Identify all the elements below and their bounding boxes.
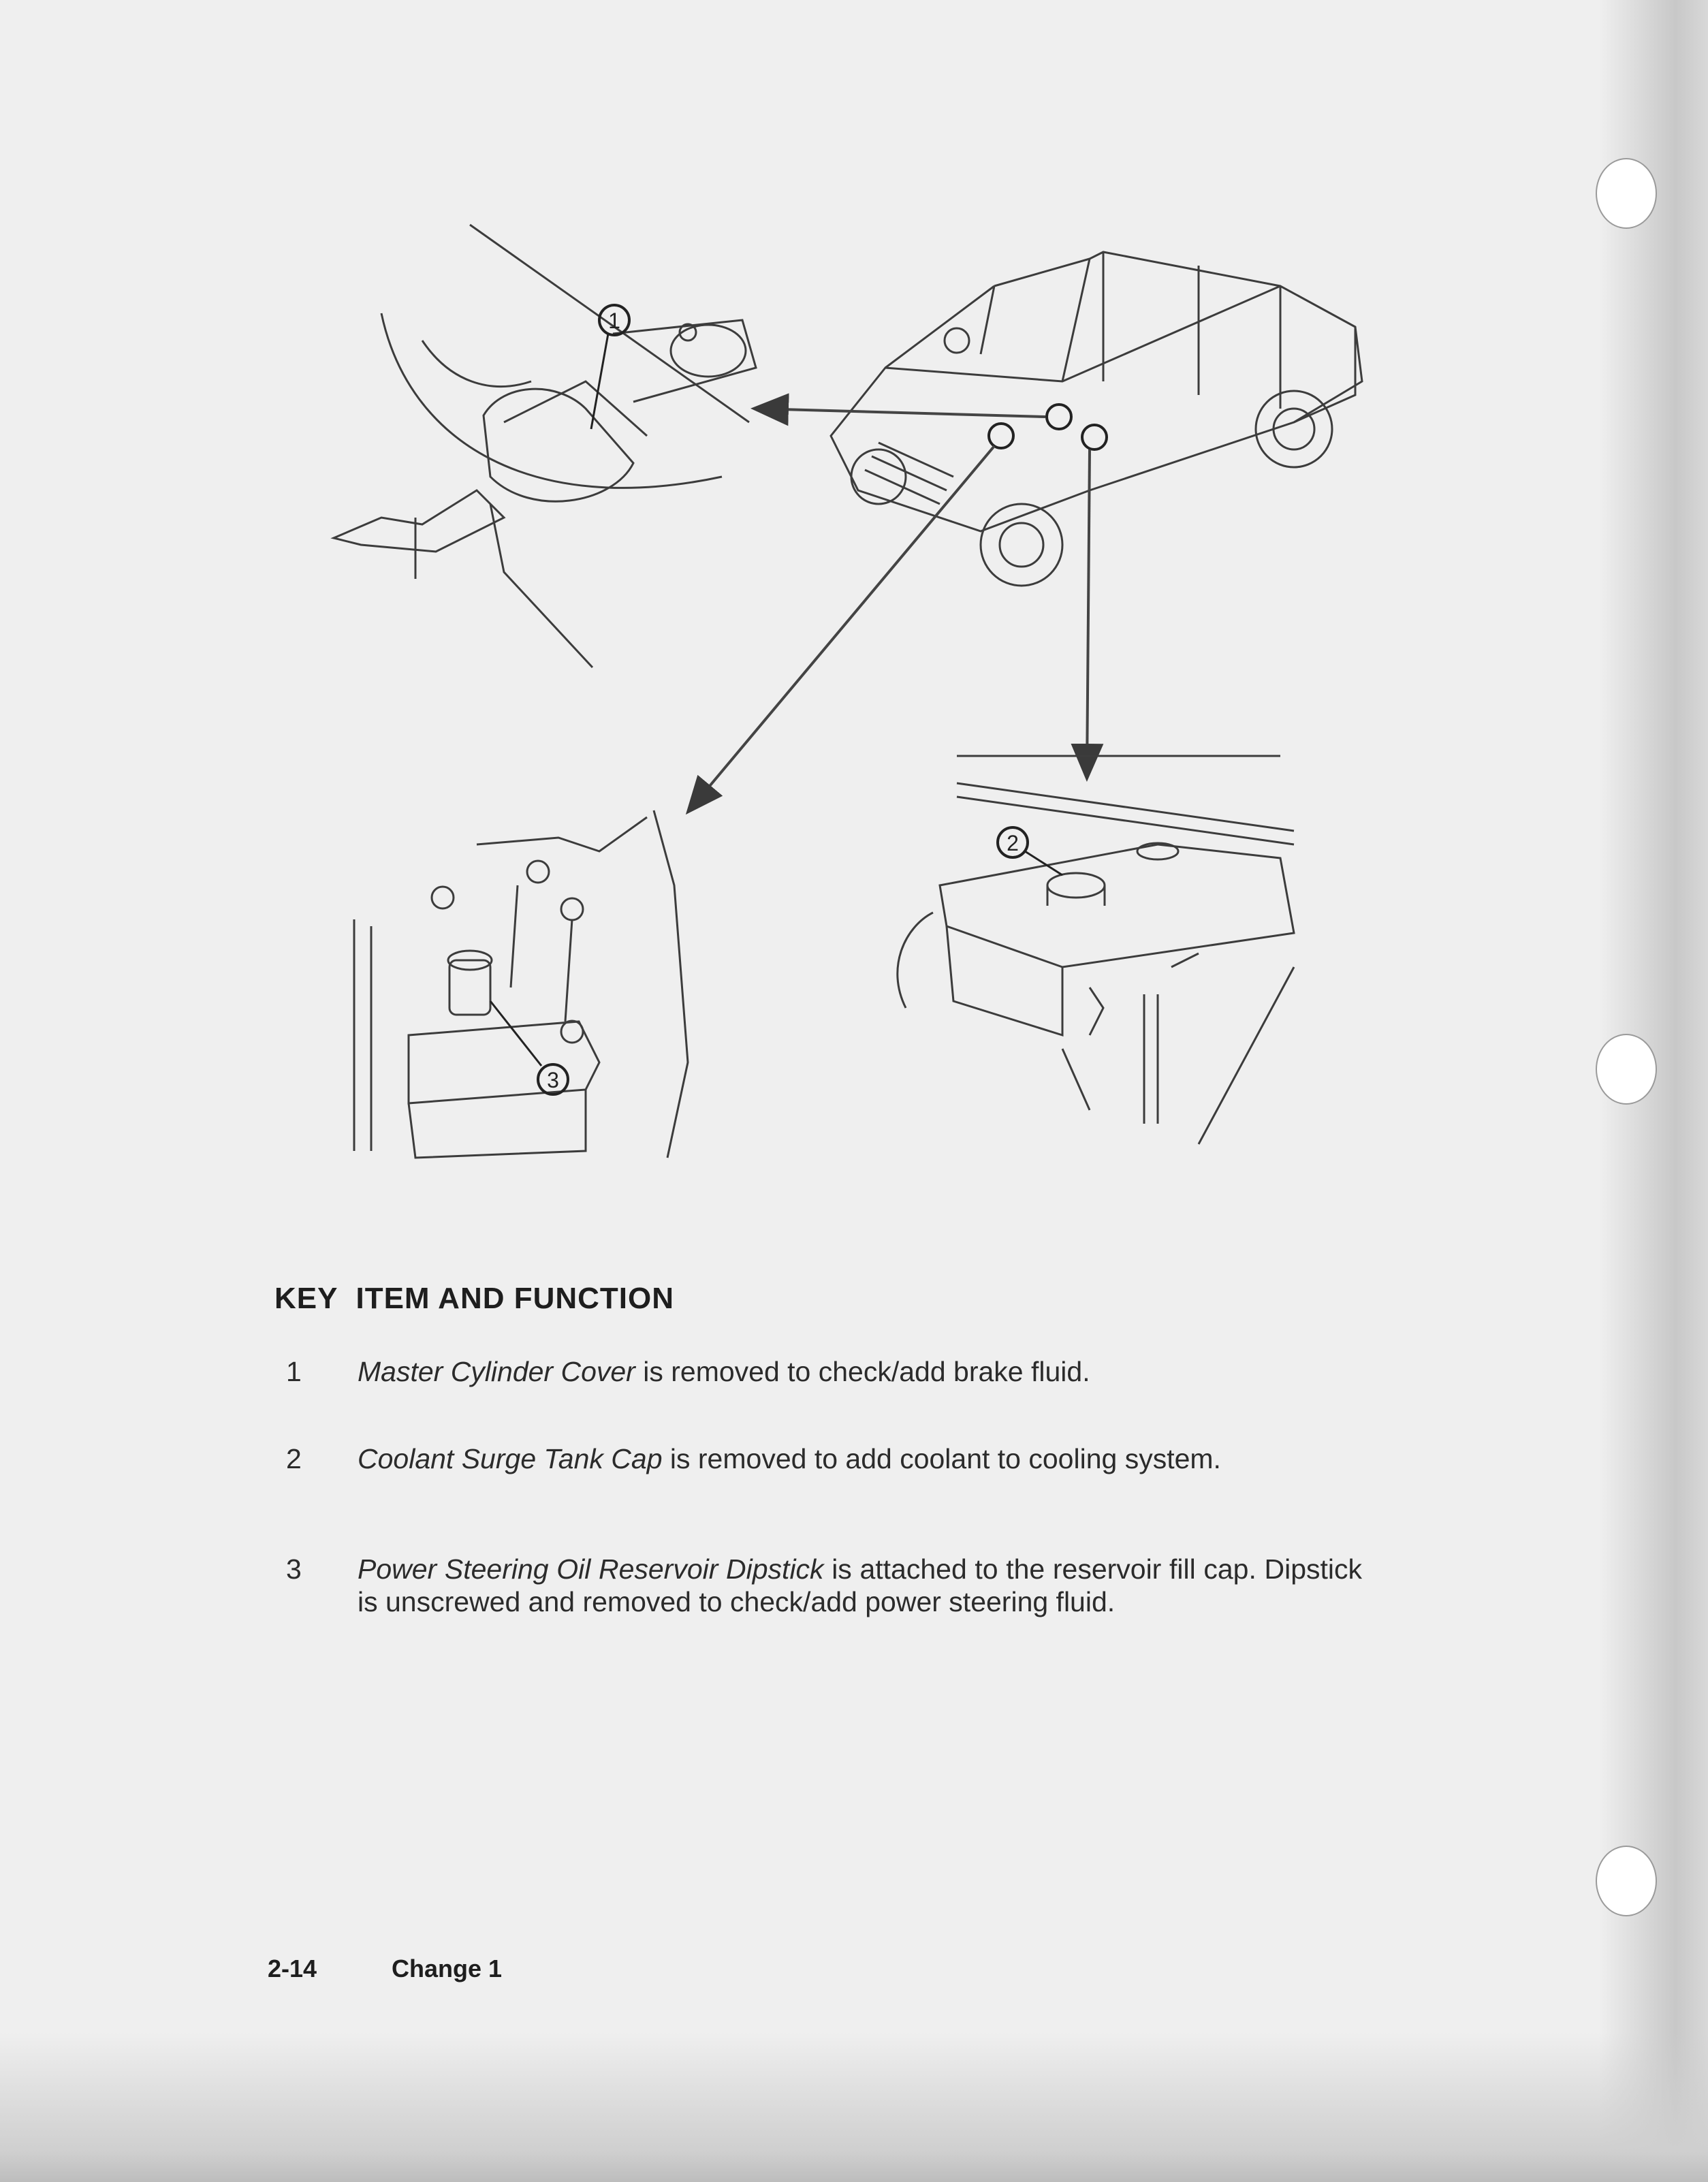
key-item-name: Master Cylinder Cover	[358, 1356, 635, 1387]
vehicle-overview	[831, 252, 1362, 586]
key-item-description: is removed to add coolant to cooling system.	[669, 1443, 1221, 1474]
key-heading-title: ITEM AND FUNCTION	[355, 1282, 675, 1315]
callout-circles-vehicle	[989, 405, 1107, 449]
page-footer	[268, 1955, 503, 1983]
key-item-text	[358, 1553, 1362, 1618]
key-heading	[274, 1282, 674, 1316]
key-item-number: 2	[286, 1443, 302, 1474]
change-number: Change 1	[392, 1955, 503, 1982]
key-item-description: is removed to check/add brake fluid.	[643, 1356, 1090, 1387]
coolant-tank-detail	[898, 756, 1294, 1144]
key-heading-key: KEY	[274, 1282, 338, 1315]
key-item-name: Coolant Surge Tank Cap	[358, 1443, 663, 1474]
master-cylinder-detail	[334, 225, 756, 667]
callout-1-label: 1	[608, 309, 620, 333]
power-steering-detail	[354, 810, 688, 1158]
callout-2-label: 2	[1007, 831, 1019, 855]
key-item-number: 3	[286, 1553, 302, 1585]
key-item-number: 1	[286, 1356, 302, 1387]
leader-arrows	[689, 409, 1090, 810]
page-number: 2-14	[268, 1955, 317, 1982]
key-item-text	[358, 1355, 1362, 1388]
key-item-text	[358, 1442, 1362, 1475]
key-item-name: Power Steering Oil Reservoir Dipstick	[358, 1553, 824, 1585]
key-item-description: is attached to the reservoir fill cap. Dipstick is unscrewed and removed to check/add power steering fluid.	[358, 1553, 1362, 1617]
callout-3-label: 3	[547, 1068, 559, 1092]
